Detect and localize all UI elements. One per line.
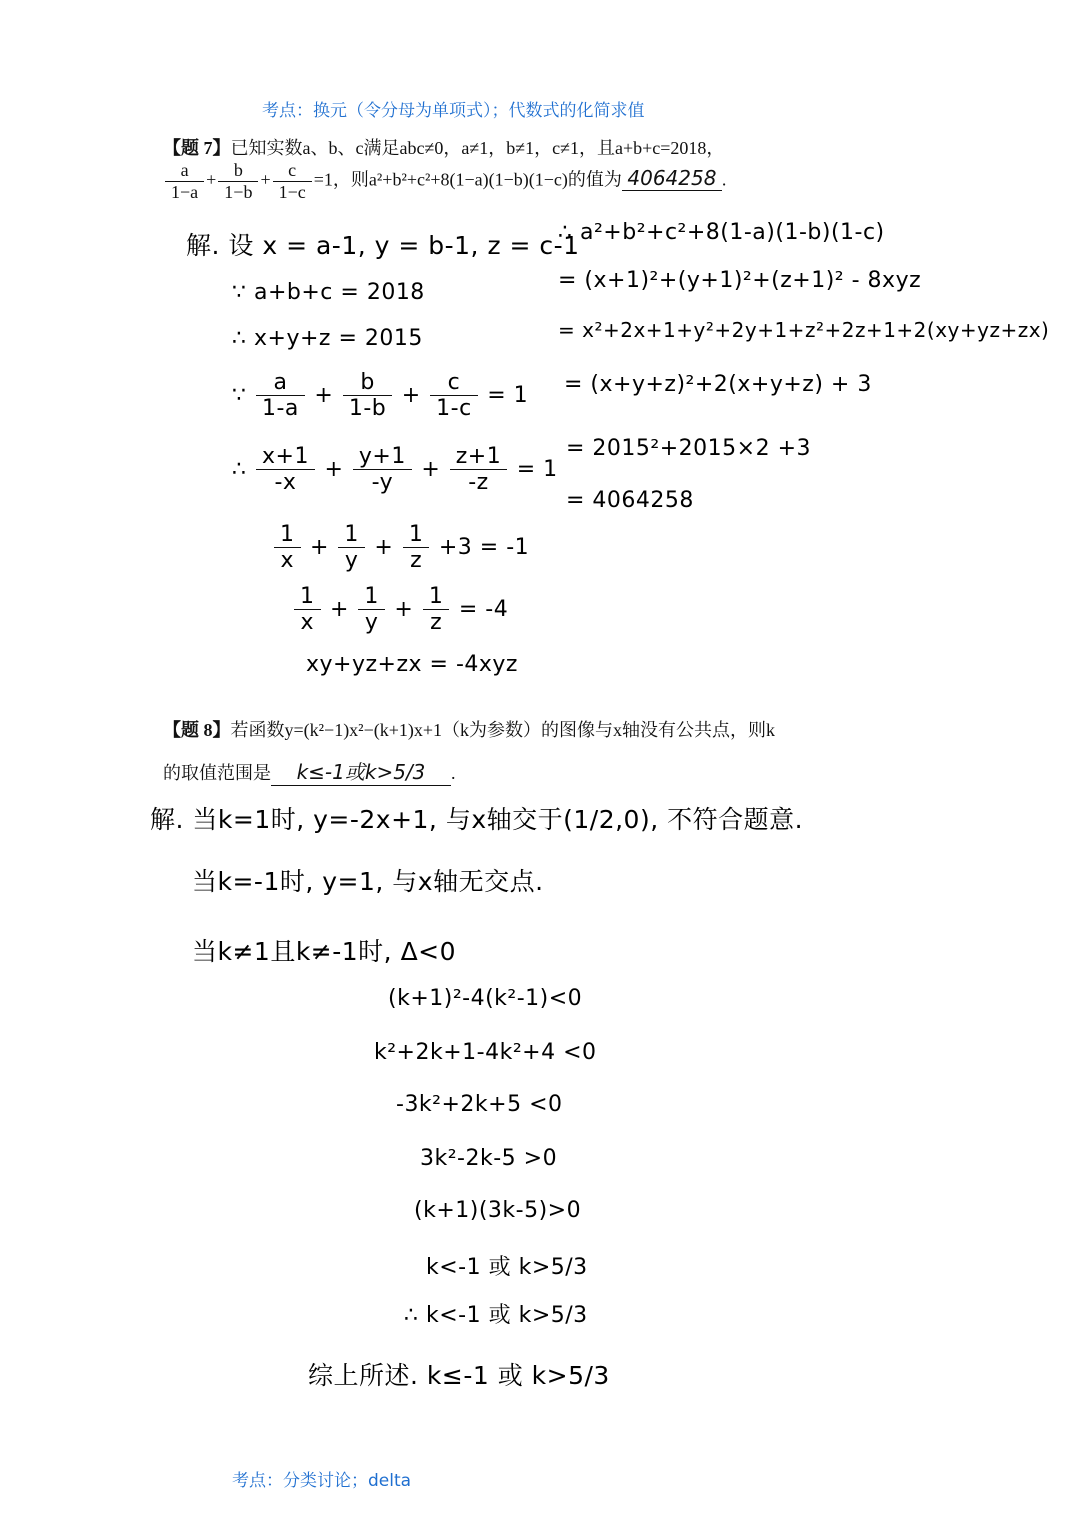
solution-7-fraction-line-2: ∴ $\frac{x+1}{-x}$ + $\frac{y+1}{-y}$ + $\frac{z+1}{-z}$ = 1 [232,444,558,496]
solution-7-fraction-line-4: $\frac{1}{x}$ + $\frac{1}{y}$ + $\frac{1}{z}$ = -4 [292,584,508,636]
topic-note-bottom: 考点：分类讨论；delta [232,1471,412,1491]
solution-7-right-line-4: = (x+y+z)²+2(x+y+z) + 3 [564,372,872,397]
solution-8-line-3: 当k≠1且k≠-1时, Δ<0 [192,937,457,966]
solution-8-line-4: (k+1)²-4(k²-1)<0 [388,986,583,1011]
solution-7-right-line-6: = 4064258 [566,488,694,513]
solution-8-line-6: -3k²+2k+5 <0 [396,1092,563,1117]
solution-7-left-last: xy+yz+zx = -4xyz [306,652,518,677]
fraction-c: $\frac{c}{1-c}$ [273,160,312,202]
solution-7-right-line-2: = (x+1)²+(y+1)²+(z+1)² - 8xyz [558,268,922,293]
solution-7-left-line-2: ∵ a+b+c = 2018 [232,280,425,305]
solution-8-line-9: k<-1 或 k>5/3 [426,1255,588,1280]
solution-7-right-line-3: = x²+2x+1+y²+2y+1+z²+2z+1+2(xy+yz+zx) [558,318,1050,342]
solution-8-line-2: 当k=-1时, y=1, 与x轴无交点. [192,867,544,896]
solution-8-line-1: 解. 当k=1时, y=-2x+1, 与x轴交于(1/2,0), 不符合题意. [150,805,804,834]
fraction-b: $\frac{b}{1-b}$ [218,160,258,202]
question-7-label: 【题 7】 [163,138,231,158]
question-7-line-2: $\frac{a}{1-a}$ + $\frac{b}{1-b}$ + $\frac{c}{1-c}$ =1，则a²+b²+c²+8(1−a)(1−b)(1−c)的值为 4064258 . [163,160,726,202]
question-7-text: 已知实数a、b、c满足abc≠0，a≠1，b≠1，c≠1，且a+b+c=2018， [230,138,725,158]
question-7-ask: =1，则a²+b²+c²+8(1−a)(1−b)(1−c)的值为 [313,169,622,190]
question-8-text: 若函数y=(k²−1)x²−(k+1)x+1（k为参数）的图像与x轴没有公共点，则k [230,720,776,740]
solution-8-line-5: k²+2k+1-4k²+4 <0 [374,1040,597,1065]
solution-7-right-line-5: = 2015²+2015×2 +3 [566,436,812,461]
fraction-a: $\frac{a}{1-a}$ [165,160,204,202]
solution-7-left-line-3: ∴ x+y+z = 2015 [232,326,423,351]
solution-8-line-11: 综上所述. k≤-1 或 k>5/3 [308,1361,610,1390]
question-7-line-1 [163,134,724,160]
question-8-line-2: 的取值范围是 k≤-1或k>5/3 . [163,756,456,786]
answer-blank-7: 4064258 [622,166,722,191]
solution-7-left-line-1: 解. 设 x = a-1, y = b-1, z = c-1 [186,231,580,260]
solution-8-line-7: 3k²-2k-5 >0 [420,1146,558,1171]
solution-7-right-line-1: ∴ a²+b²+c²+8(1-a)(1-b)(1-c) [558,220,885,245]
solution-8-line-10: ∴ k<-1 或 k>5/3 [404,1303,588,1328]
answer-blank-8: k≤-1或k>5/3 [271,756,451,786]
solution-8-line-8: (k+1)(3k-5)>0 [414,1198,582,1223]
question-8-line-1 [163,716,775,742]
solution-7-fraction-line-1: ∵ $\frac{a}{1-a}$ + $\frac{b}{1-b}$ + $\frac{c}{1-c}$ = 1 [232,370,529,422]
question-8-label: 【题 8】 [163,720,231,740]
solution-7-fraction-line-3: $\frac{1}{x}$ + $\frac{1}{y}$ + $\frac{1}{z}$ +3 = -1 [272,522,529,574]
topic-note-top: 考点：换元（令分母为单项式）；代数式的化简求值 [262,101,645,121]
